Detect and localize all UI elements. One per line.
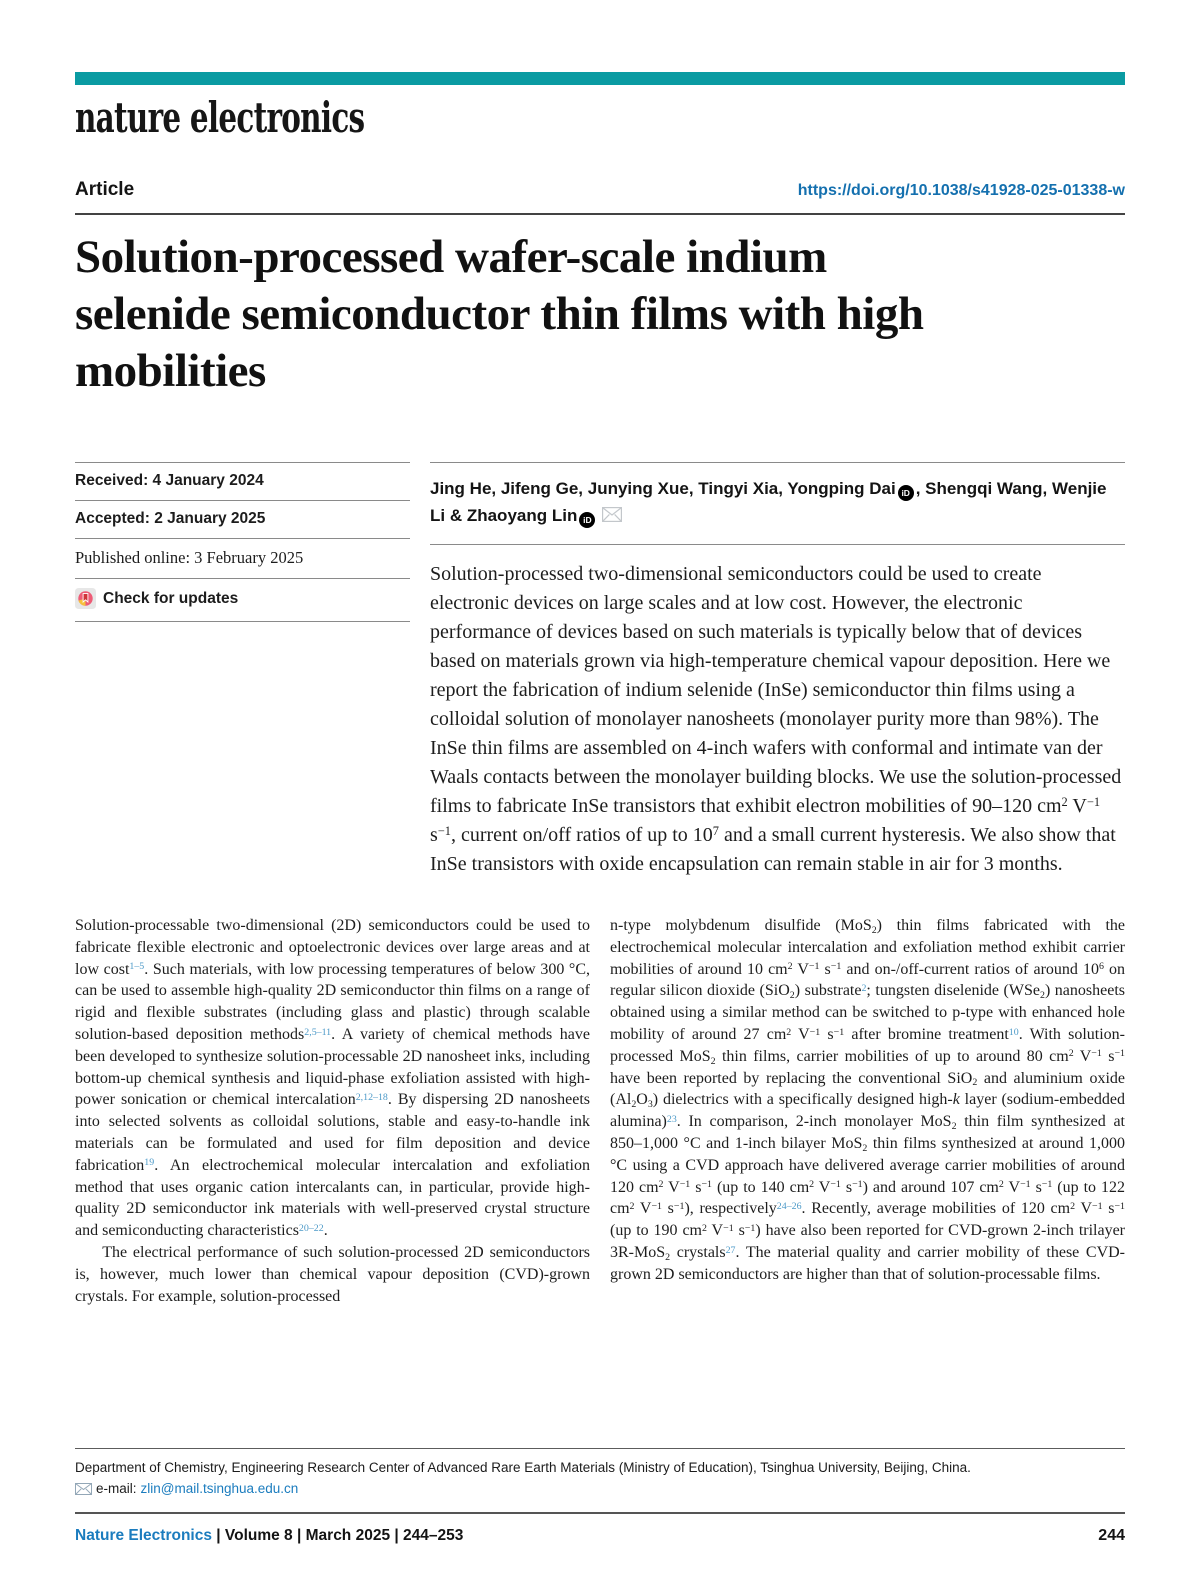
article-type-label: Article [75,179,135,200]
title-line-2: selenide semiconductor thin films with high [75,288,924,340]
body-paragraph: n-type molybdenum disulfide (MoS2) thin films fabricated with the electrochemical molecular intercalation and exfoliation method exhibit carrier mobilities of around 10 $cm^2$ $V^{-1}$ $s^{-1}$ and on-/off-current ratios of around $10^6$ on regular silicon dioxide (SiO2) substrate$^2$; tungsten diselenide (WSe2) nanosheets obtained using a similar method can be switched to p-type with enhanced hole mobility of around 27 $cm^2$ $V^{-1}$ $s^{-1}$ after bromine treatment$^{10}$. With solution-processed MoS2 thin films, carrier mobilities of up to around 80 $cm^2$ $V^{-1}$ $s^{-1}$ have been reported by replacing the conventional SiO2 and aluminium oxide (Al2O3) dielectrics with a specifically designed high-k layer (sodium-embedded alumina)$^{23}$. In comparison, 2-inch monolayer MoS2 thin film synthesized at 850–1,000 °C and 1-inch bilayer MoS2 thin films synthesized at around 1,000 °C using a CVD approach have delivered average carrier mobilities of around 120 $cm^2$ $V^{-1}$ $s^{-1}$ (up to 140 $cm^2$ $V^{-1}$ $s^{-1}$) and around 107 $cm^2$ $V^{-1}$ $s^{-1}$ (up to 122 $cm^2$ $V^{-1}$ $s^{-1}$), respectively$^{24-26}$. Recently, average mobilities of 120 $cm^2$ $V^{-1}$ $s^{-1}$ (up to 190 $cm^2$ $V^{-1}$ $s^{-1}$) have also been reported for CVD-grown 2-inch trilayer 3R-MoS2 crystals$^{27}$. The material quality and carrier mobility of these CVD-grown 2D semiconductors are higher than that of solution-processable films. [610,917,1126,1283]
accepted-date: Accepted: 2 January 2025 [75,500,410,538]
received-date: Received: 4 January 2024 [75,462,410,500]
brand-accent-bar [75,72,1125,85]
page-title [75,229,1125,400]
authors-abstract-column [430,462,1125,879]
journal-brand: nature electronics [75,93,365,142]
envelope-icon [75,1483,92,1495]
email-label: e-mail: [96,1481,137,1496]
doi-link[interactable]: https://doi.org/10.1038/s41928-025-01338-w [797,182,1125,199]
affiliation-block [75,1448,1125,1496]
authors-part1: Jing He, Jifeng Ge, Junying Xue, Tingyi Xia, Yongping Dai [430,479,896,498]
email-envelope-icon[interactable] [602,507,622,526]
body-column-right [610,915,1125,1307]
title-line-3: mobilities [75,345,266,397]
published-date: Published online: 3 February 2025 [75,538,410,578]
authors-part2: , Shengqi Wang, Wenjie Li & Zhaoyang Lin [430,479,1107,525]
abstract-text: Solution-processed two-dimensional semiconductors could be used to create electronic devices on large scales and at low cost. However, the electronic performance of devices based on such materials is typically below that of devices based on materials grown via high-temperature chemical vapour deposition. Here we report the fabrication of indium selenide (InSe) semiconductor thin films using a colloidal solution of monolayer nanosheets (monolayer purity more than 98%). The InSe thin films are assembled on 4-inch wafers with conformal and intimate van der Waals contacts between the monolayer building blocks. We use the solution-processed films to fabricate InSe transistors that exhibit electron mobilities of 90–120 $cm^2$ $V^{-1}$ $s^{-1}$, current on/off ratios of up to $10^7$ and a small current hysteresis. We also show that InSe transistors with oxide encapsulation can remain stable in air for 3 months. [430,563,1122,875]
orcid-icon[interactable]: iD [898,485,914,501]
body-paragraph: The electrical performance of such solution-processed 2D semiconductors is, however, much lower than chemical vapour deposition (CVD)-grown crystals. For example, solution-processed [75,1243,590,1305]
journal-citation [75,1527,463,1545]
article-body [75,915,1125,1307]
body-paragraph: Solution-processable two-dimensional (2D) semiconductors could be used to fabricate flexible electronic and optoelectronic devices over large areas and at low cost$^{1-5}$. Such materials, with low processing temperatures of below 300 °C, can be used to assemble high-quality 2D semiconductor thin films on a range of rigid and flexible substrates (including glass and plastic) through scalable solution-based deposition methods$^{2,5-11}$. A variety of chemical methods have been developed to synthesize solution-processable 2D nanosheet inks, including bottom-up chemical synthesis and liquid-phase exfoliation assisted with high-power sonication or chemical intercalation$^{2,12-18}$. By dispersing 2D nanosheets into selected solvents as colloidal solutions, stable and easy-to-handle ink materials can be formulated and used for film deposition and device fabrication$^{19}$. An electrochemical molecular intercalation and exfoliation method that uses organic cation intercalants can, in particular, provide high-quality 2D semiconductor ink materials with well-preserved crystal structure and semiconducting characteristics$^{20-22}$. [75,917,591,1240]
issue-info: | Volume 8 | March 2025 | 244–253 [211,1527,464,1544]
header-rule [75,213,1125,215]
email-link[interactable]: zlin@mail.tsinghua.edu.cn [140,1481,299,1496]
check-for-updates-button[interactable] [75,578,410,622]
affiliation-text: Department of Chemistry, Engineering Research Center of Advanced Rare Earth Materials (Ministry of Education), Tsinghua University, Beijing, China. [75,1460,971,1475]
check-for-updates-icon [75,588,96,609]
info-section [75,462,1125,879]
author-list [430,462,1125,530]
orcid-icon[interactable]: iD [579,512,595,528]
page-footer [75,1448,1125,1545]
abstract-section [430,544,1125,879]
body-column-left [75,915,590,1307]
title-line-1: Solution-processed wafer-scale indium [75,231,827,283]
journal-masthead [75,93,1125,145]
dates-sidebar [75,462,410,879]
check-for-updates-label: Check for updates [103,589,239,607]
journal-name-link[interactable]: Nature Electronics [75,1527,212,1544]
journal-footer-row [75,1512,1125,1545]
email-line [75,1481,1125,1496]
article-header-row [75,179,1125,201]
page-number: 244 [1098,1527,1125,1544]
